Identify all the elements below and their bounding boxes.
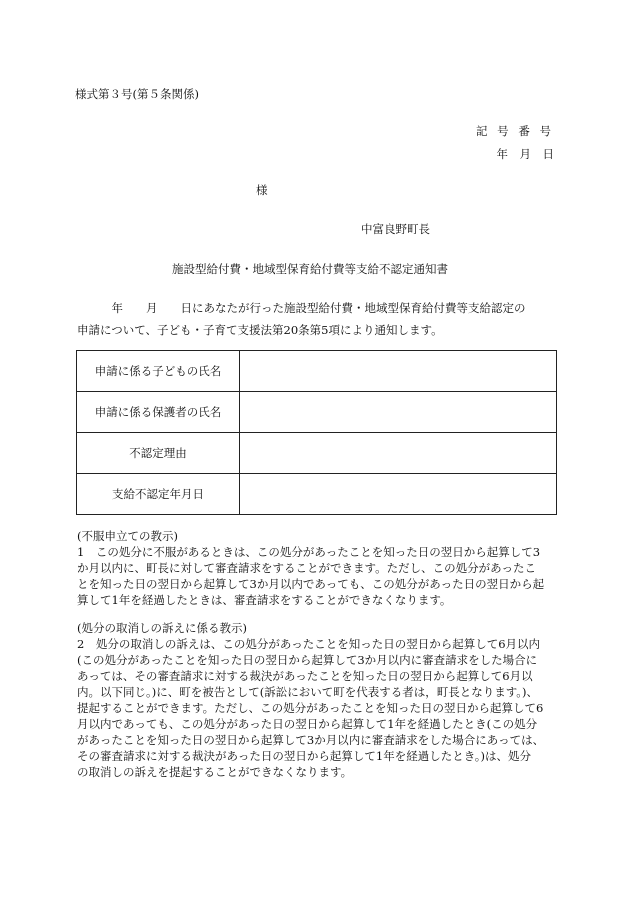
revocation-notice: [77, 620, 557, 780]
table-row: [77, 474, 557, 515]
objection-notice: [77, 528, 557, 608]
sender-name: 中富良野町長: [361, 222, 430, 236]
revocation-line: の取消しの訴えを提起することができなくなります。: [77, 765, 353, 779]
revocation-line: 月以内であっても、この処分があった日の翌日から起算して1年を経過したとき(この処分: [77, 717, 538, 731]
objection-line: 算して1年を経過したときは、審査請求をすることができなくなります。: [77, 593, 452, 607]
form-table: [76, 350, 557, 515]
revocation-line: 2 処分の取消しの訴えは、この処分があったことを知った日の翌日から起算して6月以内: [77, 637, 541, 651]
revocation-line: その審査請求に対する裁決があった日の翌日から起算して1年を経過したとき。)は、処分: [77, 749, 531, 763]
field-date[interactable]: [240, 474, 557, 515]
document-title: 施設型給付費・地域型保育給付費等支給不認定通知書: [172, 262, 448, 276]
field-child-name[interactable]: [240, 351, 557, 392]
field-reason[interactable]: [240, 433, 557, 474]
form-number: 様式第３号(第５条関係): [75, 87, 199, 101]
revocation-line: 内。以下同じ。)に、町を被告として(訴訟において町を代表する者は，町長となります。)、: [77, 685, 539, 699]
intro-paragraph: [77, 297, 557, 341]
revocation-line: あっては、その審査請求に対する裁決があったことを知った日の翌日から起算して6月以: [77, 669, 533, 683]
table-row: [77, 392, 557, 433]
revocation-line: 提起することができます。ただし、この処分があったことを知った日の翌日から起算して6: [77, 701, 544, 715]
date-label: 年 月 日: [496, 147, 554, 161]
row-label-guardian-name: 申請に係る保護者の氏名: [77, 392, 240, 433]
addressee-honorific: 様: [256, 183, 268, 197]
revocation-heading: (処分の取消しの訴えに係る教示): [77, 621, 247, 635]
objection-heading: (不服申立ての教示): [77, 529, 178, 543]
objection-line: 1 この処分に不服があるときは、この処分があったことを知った日の翌日から起算して3: [77, 545, 541, 559]
table-row: [77, 433, 557, 474]
field-guardian-name[interactable]: [240, 392, 557, 433]
record-number-label: 記 号 番 号: [476, 124, 554, 138]
objection-line: か月以内に、町長に対して審査請求をすることができます。ただし、この処分があったこ: [77, 561, 536, 575]
row-label-child-name: 申請に係る子どもの氏名: [77, 351, 240, 392]
intro-line-1: 年 月 日にあなたが行った施設型給付費・地域型保育給付費等支給認定の: [77, 301, 526, 315]
table-row: [77, 351, 557, 392]
row-label-reason: 不認定理由: [77, 433, 240, 474]
revocation-line: があったことを知った日の翌日から起算して3か月以内に審査請求をした場合にあっては、: [77, 733, 545, 747]
intro-line-2: 申請について、子ども・子育て支援法第20条第5項により通知します。: [77, 323, 443, 337]
revocation-line: (この処分があったことを知った日の翌日から起算して3か月以内に審査請求をした場合に: [77, 653, 538, 667]
row-label-date: 支給不認定年月日: [77, 474, 240, 515]
objection-line: とを知った日の翌日から起算して3か月以内であっても、この処分があった日の翌日から起: [77, 577, 545, 591]
